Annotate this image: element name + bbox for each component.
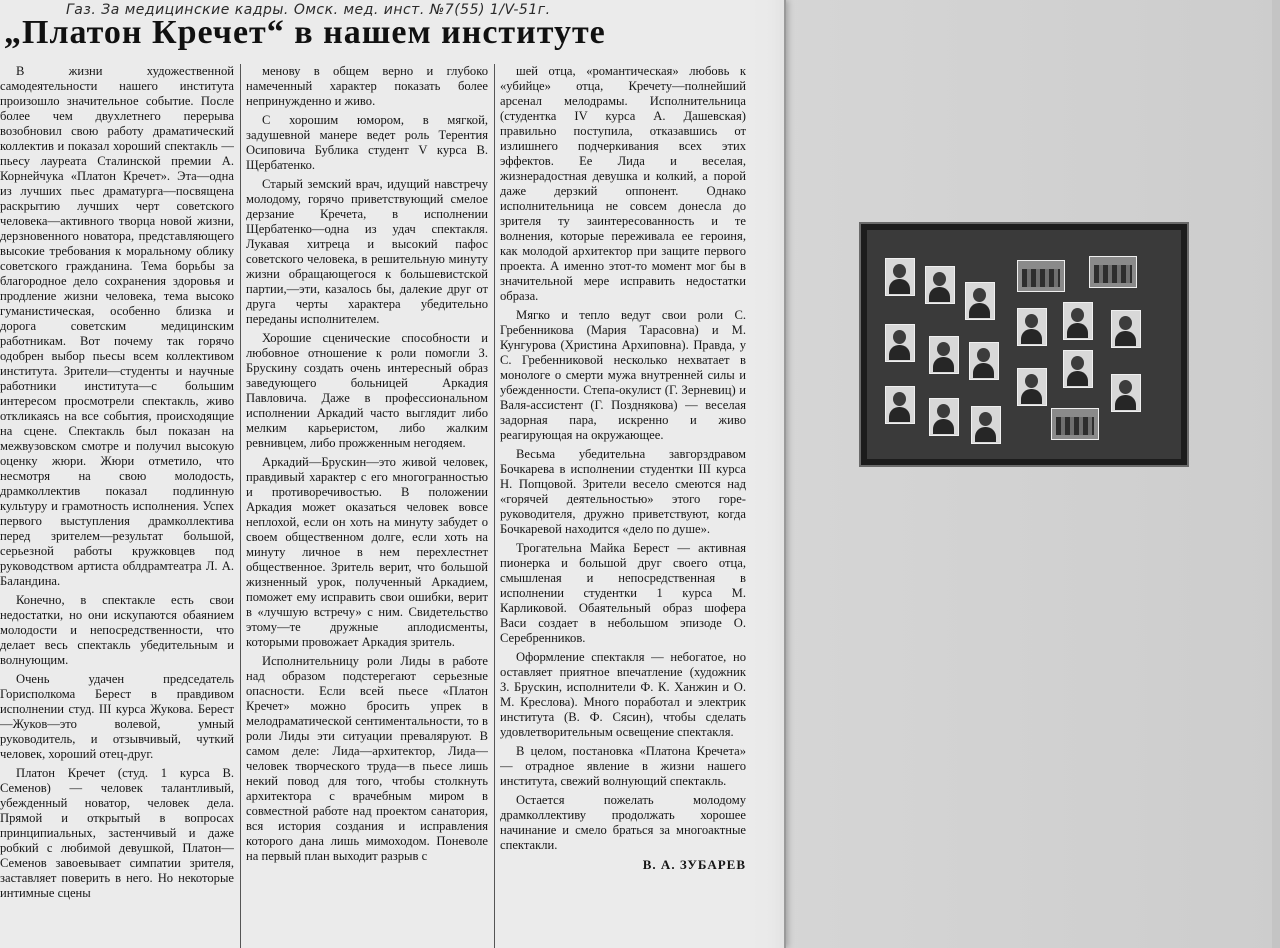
paragraph: Исполнительницу роли Лиды в работе над образом подстерегают серьезные опасности. Если всей пьесе «Платон Кречет» можно бросить упрек в мелодраматической сентиментальности, то в роли Лиды эти ситуации преваляруют. В самом деле: Лида—архитектор, Лида—человек творческого труда—в пьесе лишь некий повод для того, чтобы столкнуть архитектора с врачебным миром в совместной работе над проектом санатория, вся история создания и исправления которого дана лишь мимоходом. Поневоле на первый план выходит разрыв с	[246, 654, 488, 863]
cast-portrait-photo	[929, 398, 959, 436]
paragraph: Очень удачен председатель Горисполкома Берест в правдивом исполнении студ. III курса Жукова. Берест—Жуков—это волевой, умный руководитель, и отзывчивый, чуткий человек, хороший отец-друг.	[0, 672, 234, 761]
paragraph: В жизни художественной самодеятельности нашего института произошло значительное событие. После более чем двухлетнего перерыва возобновил свою работу драматический коллектив и показал хороший спектакль — пьесу лауреата Сталинской премии А. Корнейчука «Платон Кречет». Эта—одна из лучших пьес драматурга—посвящена раскрытию лучших черт советского человека—активного творца новой жизни, дерзновенного новатора, представляющего высокие требования к моральному облику советского гражданина. Тема борьбы за благородное дело сохранения здоровья и продление жизни человека, тема высоко гуманистическая, особенно близка и дорога советским медицинским работникам. Вот почему так горячо одобрен выбор пьесы всем коллективом института. Зрители—студенты и научные работники института—с большим интересом просмотрели спектакль, живо откликаясь на все события, происходящие на сцене. Спектакль был показан на межвузовском смотре и получил высокую оценку жюри. Жюри отметило, что несмотря на свою молодость, драмколлектив показал подлинную культуру и грамотность исполнения. Успех первого выступления драмколлектива перед зрителем—результат большой, серьезной работы кружковцев под руководством артиста облдрамтеатра Л. А. Баландина.	[0, 64, 234, 588]
cast-portrait-photo	[929, 336, 959, 374]
column-rule	[494, 64, 495, 948]
article-column-1	[0, 64, 234, 948]
paragraph: Трогательна Майка Берест — активная пионерка и большой друг своего отца, смышленая и непосредственная в исполнении студентки 1 курса М. Карликовой. Обаятельный образ шофера Васи создает в небольшом эпизоде О. Серебренников.	[500, 541, 746, 645]
cast-portrait-photo	[925, 266, 955, 304]
paragraph: Аркадий—Брускин—это живой человек, правдивый характер с его многогранностью и противоречивостью. В положении Аркадия может оказаться человек вовсе неплохой, если он хоть на минуту забудет о своем общественном долге, если хоть на минуту личное в нем перехлестнет общественное. Зритель верит, что большой жизненный урок, полученный Аркадием, поможет ему исправить свои ошибки, верит в «лучшую встречу» с ним. Свидетельство этому—те дружные аплодисменты, которыми провожает Аркадия зритель.	[246, 455, 488, 649]
cast-portrait-photo	[965, 282, 995, 320]
cast-portrait-photo	[969, 342, 999, 380]
paragraph: Мягко и тепло ведут свои роли С. Гребенникова (Мария Тарасовна) и М. Кунгурова (Христина Архиповна). Правда, у С. Гребенниковой несколько нехватает в монологе о смерти мужа внутренней силы и убежденности. Степа-окулист (Г. Зерневиц) и Валя-ассистент (Г. Позднякова) — веселая задорная пара, искренно и живо реагирующая на окружающее.	[500, 308, 746, 442]
paragraph: Весьма убедительна завгорздравом Бочкарева в исполнении студентки III курса Н. Попцовой. Зрители весело смеются над «горячей деятельностью» этого горе-руководителя, дружно приветствуют, когда Бочкаревой находится «дело по душе».	[500, 447, 746, 536]
article-column-2	[246, 64, 488, 948]
paragraph: шей отца, «романтическая» любовь к «убийце» отца, Кречету—полнейший арсенал мелодрамы. Исполнительница (студентка IV курса А. Дашевская) правильно поступила, отказавшись от излишнего подчеркивания всех этих эффектов. Ее Лида и веселая, жизнерадостная девушка и колкий, а порой даже дерзкий оппонент. Однако исполнительница не совсем донесла до зрителя ту заинтересованность и те волнения, которые переживала ее героиня, как молодой архитектор при защите первого проекта. А именно этот-то момент мог бы в значительной мере исправить недостатки образа.	[500, 64, 746, 303]
cast-portrait-photo	[1063, 350, 1093, 388]
paragraph: С хорошим юмором, в мягкой, задушевной манере ведет роль Терентия Осиповича Бублика студент V курса В. Щербатенко.	[246, 113, 488, 172]
paragraph: Старый земский врач, идущий навстречу молодому, горячо приветствующий смелое дерзание Кречета, в исполнении Щербатенко—одна из удач спектакля. Лукавая хитреца и высокий пафос советского человека, в решительную минуту жизни обращающегося к большевистской партии,—эти, казалось бы, далекие друг от друга черты характера убедительно переданы исполнителем.	[246, 177, 488, 326]
paragraph: В целом, постановка «Платона Кречета» — отрадное явление в жизни нашего института, свежий волнующий спектакль.	[500, 744, 746, 788]
cast-portrait-photo	[1111, 374, 1141, 412]
stage-scene-photo	[1017, 260, 1065, 292]
photo-board-surface	[867, 230, 1181, 459]
cast-portrait-photo	[971, 406, 1001, 444]
paragraph: менову в общем верно и глубоко намеченный характер показать более непринужденно и живо.	[246, 64, 488, 108]
cast-portrait-photo	[885, 258, 915, 296]
paragraph: Конечно, в спектакле есть свои недостатки, но они искупаются обаянием молодости и непосредственности, что делает весь спектакль убедительным и волнующим.	[0, 593, 234, 667]
stage-scene-photo	[1051, 408, 1099, 440]
article-headline: „Платон Кречет“ в нашем институте	[4, 14, 606, 51]
paragraph: Остается пожелать молодому драмколлективу продолжать хорошее начинание и смело браться за многоактные спектакли.	[500, 793, 746, 852]
article-author: В. А. ЗУБАРЕВ	[642, 857, 746, 872]
cast-portrait-photo	[885, 386, 915, 424]
paragraph: Оформление спектакля — небогатое, но оставляет приятное впечатление (художник З. Брускин, исполнители Ф. К. Ханжин и О. М. Креслова). Много поработал и электрик института (В. Ф. Сясин), чтобы сделать удовлетворительным освещение спектакля.	[500, 650, 746, 739]
cast-portrait-photo	[1017, 308, 1047, 346]
cast-portrait-photo	[1017, 368, 1047, 406]
column-rule	[240, 64, 241, 948]
clipping-edge-shadow	[752, 0, 784, 948]
handwritten-source-note: Газ. За медицинские кадры. Омск. мед. инст. №7(55) 1/V-51г.	[66, 2, 551, 18]
cast-portrait-photo	[1063, 302, 1093, 340]
page-edge	[1272, 0, 1280, 948]
cast-portrait-photo	[1111, 310, 1141, 348]
paragraph: Платон Кречет (студ. 1 курса В. Семенов) — человек талантливый, убежденный новатор, человек дела. Прямой и открытый в вопросах принципиальных, застенчивый и даже робкий с любимой девушкой, Платон—Семенов завоевывает симпатии зрителя, заставляет поверить в него. Но некоторые интимные сцены	[0, 766, 234, 900]
stage-scene-photo	[1089, 256, 1137, 288]
paragraph: Хорошие сценические способности и любовное отношение к роли помогли З. Брускину создать очень интересный образ заведующего больницей Аркадия Павловича. Даже в профессиональном исполнении Аркадий часто выглядит либо мелким карьеристом, либо жалким ревнивцем, либо прожженным негодяем.	[246, 331, 488, 450]
article-column-3	[500, 64, 746, 948]
cast-portrait-photo	[885, 324, 915, 362]
cast-photo-board	[861, 224, 1187, 465]
